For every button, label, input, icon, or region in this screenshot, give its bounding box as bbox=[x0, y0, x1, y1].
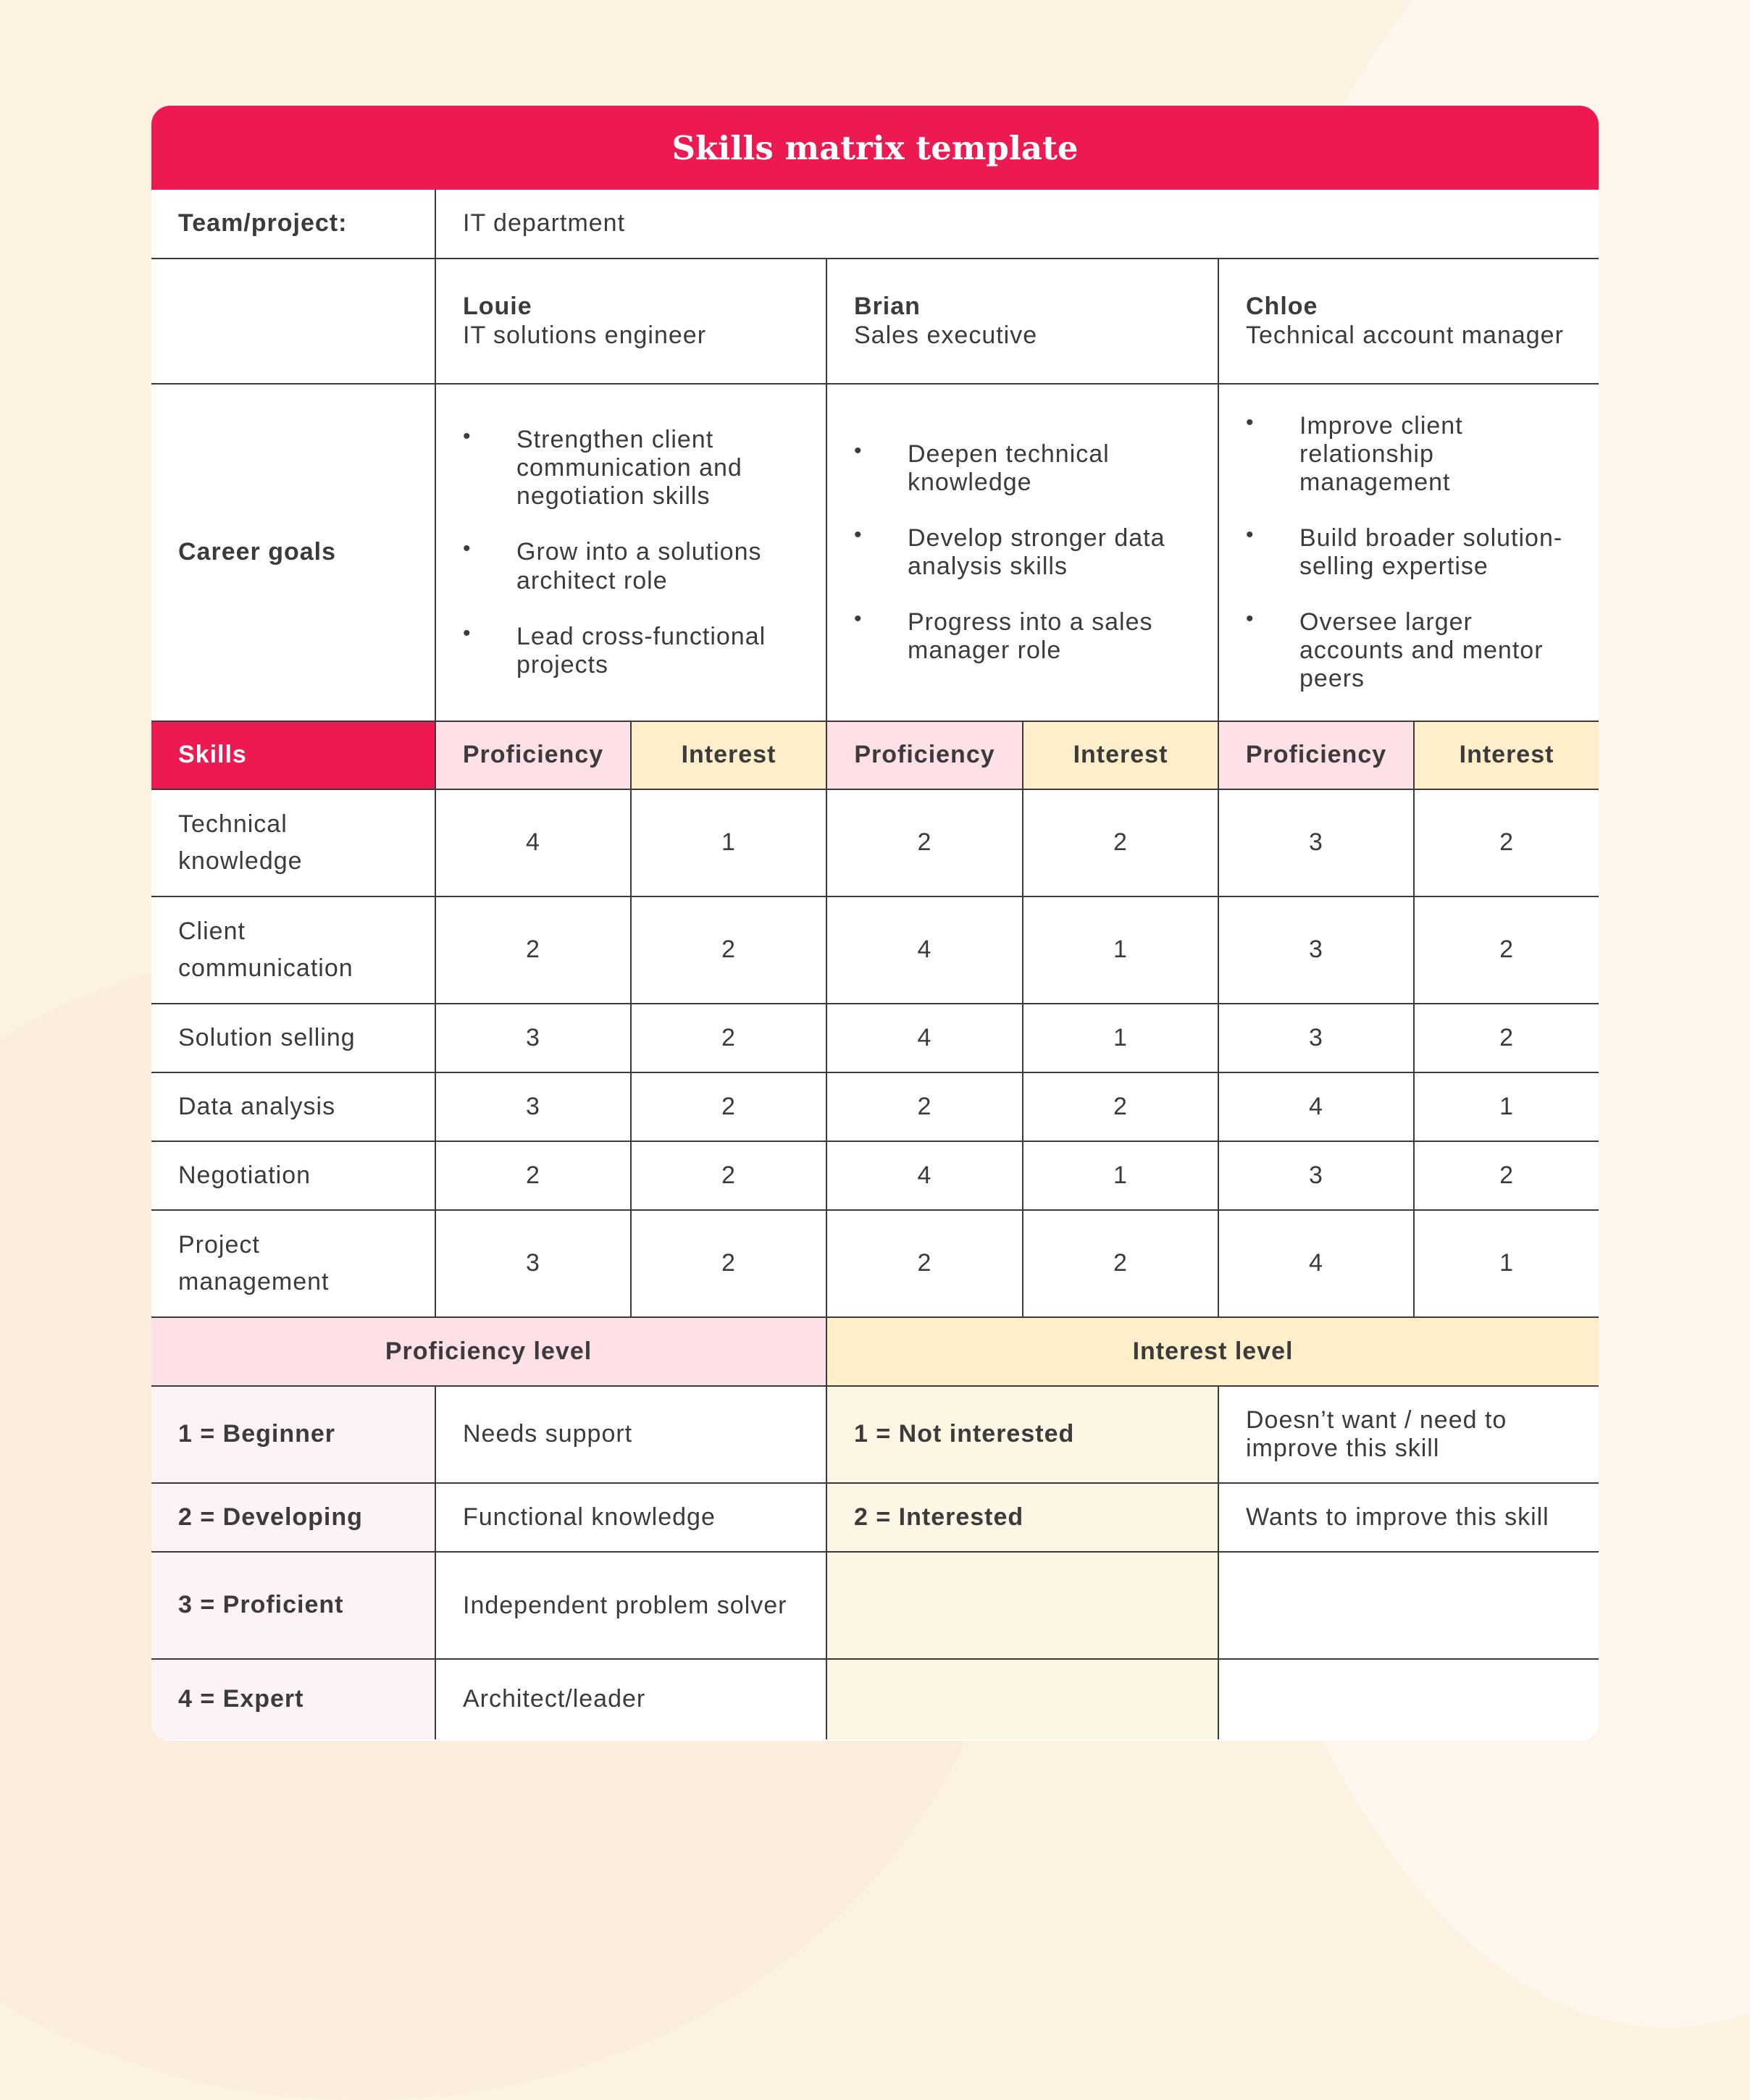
skill-name: Technical knowledge bbox=[151, 789, 435, 896]
goal-item: • Lead cross-functional projects bbox=[463, 623, 799, 679]
proficiency-level: 2 = Developing bbox=[151, 1483, 435, 1552]
person-role: IT solutions engineer bbox=[463, 321, 707, 349]
score-cell: 3 bbox=[1218, 1141, 1414, 1210]
score-cell: 1 bbox=[1414, 1072, 1599, 1141]
skill-row bbox=[151, 896, 1599, 1004]
skill-row bbox=[151, 789, 1599, 896]
score-cell: 2 bbox=[631, 1141, 826, 1210]
goal-item: • Build broader solution-selling expertise bbox=[1246, 524, 1572, 581]
score-cell: 3 bbox=[1218, 1004, 1414, 1072]
interest-level-title: Interest level bbox=[826, 1317, 1599, 1386]
person-header-brian bbox=[826, 259, 1218, 384]
score-cell: 2 bbox=[826, 789, 1023, 896]
legend-row bbox=[151, 1552, 1599, 1659]
proficiency-header: Proficiency bbox=[826, 721, 1023, 789]
proficiency-level: 1 = Beginner bbox=[151, 1386, 435, 1483]
score-cell: 2 bbox=[1023, 1072, 1218, 1141]
goal-item: • Grow into a solutions architect role bbox=[463, 538, 799, 595]
score-cell: 1 bbox=[631, 789, 826, 896]
legend-header-row bbox=[151, 1317, 1599, 1386]
proficiency-level: 3 = Proficient bbox=[151, 1552, 435, 1659]
person-name: Brian bbox=[854, 293, 921, 321]
score-cell: 4 bbox=[1218, 1072, 1414, 1141]
legend-row bbox=[151, 1483, 1599, 1552]
skill-row bbox=[151, 1004, 1599, 1072]
skill-name: Solution selling bbox=[151, 1004, 435, 1072]
interest-level: 1 = Not interested bbox=[826, 1386, 1218, 1483]
skill-name: Client communication bbox=[151, 896, 435, 1004]
team-value: IT department bbox=[435, 190, 1599, 259]
career-goals-brian bbox=[826, 384, 1218, 721]
proficiency-desc: Functional knowledge bbox=[435, 1483, 826, 1552]
career-goals-label: Career goals bbox=[151, 384, 435, 721]
team-label: Team/project: bbox=[151, 190, 435, 259]
skills-matrix-card bbox=[151, 106, 1599, 1741]
skills-header-row bbox=[151, 721, 1599, 789]
score-cell: 4 bbox=[826, 1004, 1023, 1072]
score-cell: 4 bbox=[826, 896, 1023, 1004]
skills-matrix-table bbox=[151, 190, 1599, 1739]
skill-name: Negotiation bbox=[151, 1141, 435, 1210]
proficiency-desc: Independent problem solver bbox=[435, 1552, 826, 1659]
team-row bbox=[151, 190, 1599, 259]
empty-cell bbox=[826, 1659, 1218, 1739]
score-cell: 2 bbox=[1023, 789, 1218, 896]
proficiency-desc: Architect/leader bbox=[435, 1659, 826, 1739]
goals-list bbox=[1246, 412, 1572, 694]
skill-row bbox=[151, 1210, 1599, 1317]
interest-desc: Wants to improve this skill bbox=[1218, 1483, 1599, 1552]
score-cell: 3 bbox=[1218, 896, 1414, 1004]
person-name: Louie bbox=[463, 293, 532, 321]
goal-item: • Develop stronger data analysis skills bbox=[854, 524, 1191, 581]
empty-cell bbox=[151, 259, 435, 384]
goals-list bbox=[463, 426, 799, 679]
score-cell: 1 bbox=[1023, 896, 1218, 1004]
person-role: Technical account manager bbox=[1246, 321, 1564, 349]
score-cell: 1 bbox=[1023, 1004, 1218, 1072]
skill-row bbox=[151, 1072, 1599, 1141]
score-cell: 2 bbox=[631, 1072, 826, 1141]
interest-desc: Doesn’t want / need to improve this skill bbox=[1218, 1386, 1599, 1483]
score-cell: 2 bbox=[1414, 1004, 1599, 1072]
goals-list bbox=[854, 440, 1191, 665]
goal-item: • Improve client relationship management bbox=[1246, 412, 1572, 497]
empty-cell bbox=[1218, 1552, 1599, 1659]
legend-row bbox=[151, 1386, 1599, 1483]
score-cell: 2 bbox=[631, 896, 826, 1004]
legend-row bbox=[151, 1659, 1599, 1739]
career-goals-chloe bbox=[1218, 384, 1599, 721]
goal-item: • Oversee larger accounts and mentor peers bbox=[1246, 608, 1572, 693]
score-cell: 2 bbox=[435, 896, 631, 1004]
skills-header: Skills bbox=[151, 721, 435, 789]
person-role: Sales executive bbox=[854, 321, 1038, 349]
people-row bbox=[151, 259, 1599, 384]
proficiency-level: 4 = Expert bbox=[151, 1659, 435, 1739]
score-cell: 2 bbox=[826, 1072, 1023, 1141]
score-cell: 3 bbox=[435, 1210, 631, 1317]
skill-row bbox=[151, 1141, 1599, 1210]
score-cell: 2 bbox=[631, 1210, 826, 1317]
skill-name: Data analysis bbox=[151, 1072, 435, 1141]
score-cell: 4 bbox=[826, 1141, 1023, 1210]
career-goals-louie bbox=[435, 384, 826, 721]
score-cell: 3 bbox=[435, 1004, 631, 1072]
score-cell: 1 bbox=[1023, 1141, 1218, 1210]
interest-header: Interest bbox=[1414, 721, 1599, 789]
goal-item: • Progress into a sales manager role bbox=[854, 608, 1191, 665]
score-cell: 2 bbox=[1414, 789, 1599, 896]
score-cell: 3 bbox=[435, 1072, 631, 1141]
career-goals-row bbox=[151, 384, 1599, 721]
score-cell: 2 bbox=[435, 1141, 631, 1210]
person-name: Chloe bbox=[1246, 293, 1318, 321]
score-cell: 2 bbox=[1414, 1141, 1599, 1210]
proficiency-header: Proficiency bbox=[1218, 721, 1414, 789]
goal-item: • Strengthen client communication and negotiation skills bbox=[463, 426, 799, 511]
person-header-louie bbox=[435, 259, 826, 384]
interest-header: Interest bbox=[1023, 721, 1218, 789]
score-cell: 4 bbox=[1218, 1210, 1414, 1317]
matrix-title: Skills matrix template bbox=[151, 106, 1599, 190]
empty-cell bbox=[826, 1552, 1218, 1659]
score-cell: 2 bbox=[1414, 896, 1599, 1004]
score-cell: 1 bbox=[1414, 1210, 1599, 1317]
skill-name: Project management bbox=[151, 1210, 435, 1317]
score-cell: 2 bbox=[631, 1004, 826, 1072]
interest-header: Interest bbox=[631, 721, 826, 789]
score-cell: 2 bbox=[1023, 1210, 1218, 1317]
score-cell: 2 bbox=[826, 1210, 1023, 1317]
proficiency-level-title: Proficiency level bbox=[151, 1317, 826, 1386]
empty-cell bbox=[1218, 1659, 1599, 1739]
proficiency-desc: Needs support bbox=[435, 1386, 826, 1483]
person-header-chloe bbox=[1218, 259, 1599, 384]
score-cell: 3 bbox=[1218, 789, 1414, 896]
goal-item: • Deepen technical knowledge bbox=[854, 440, 1191, 497]
interest-level: 2 = Interested bbox=[826, 1483, 1218, 1552]
score-cell: 4 bbox=[435, 789, 631, 896]
proficiency-header: Proficiency bbox=[435, 721, 631, 789]
